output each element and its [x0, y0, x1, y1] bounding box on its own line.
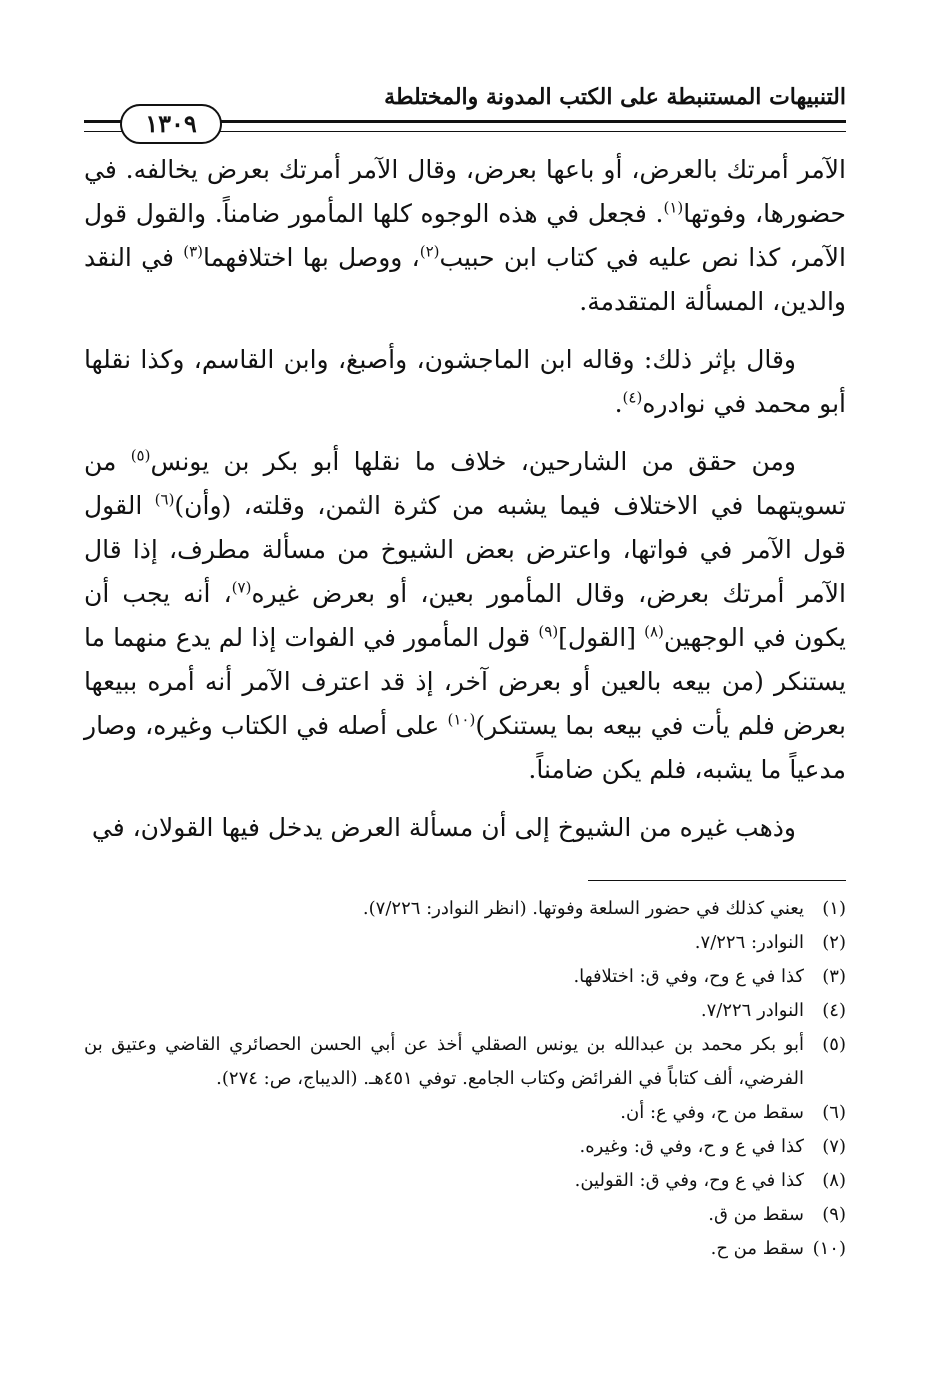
- footnote-text: كذا في ع وح، وفي ق: القولين.: [574, 1170, 804, 1191]
- footnote-item: [84, 1028, 846, 1096]
- footnote-text: سقط من ق.: [708, 1204, 804, 1225]
- footnote-number: (٩): [822, 1204, 846, 1225]
- footnote-item: [84, 1130, 846, 1164]
- text-segment: ، ووصل بها اختلافهما: [203, 243, 420, 272]
- text-segment: . فجعل في هذه الوجوه كلها المأمور ضامناً. والقول قول الآمر، كذا نص عليه في كتاب ابن حبيب: [84, 199, 846, 272]
- text-segment: الآمر أمرتك بالعرض، أو باعها بعرض، وقال الآمر أمرتك بعرض يخالفه. في حضورها، وفوتها: [84, 155, 846, 228]
- paragraph-3: [84, 440, 846, 792]
- paragraph-2: [84, 338, 846, 426]
- page-number: ١٣٠٩: [120, 104, 222, 144]
- footnote-number: (٥): [822, 1034, 846, 1055]
- paragraph-1: [84, 148, 846, 324]
- footnote-ref-7: (٧): [231, 578, 252, 597]
- footnote-ref-4: (٤): [622, 388, 643, 407]
- footnote-ref-9: (٩): [538, 622, 559, 641]
- footnote-number: (١٠): [812, 1238, 846, 1259]
- footnote-text: يعني كذلك في حضور السلعة وفوتها. (انظر النوادر: ٧/٢٢٦).: [362, 898, 804, 919]
- running-header: [84, 84, 846, 140]
- footnote-ref-1: (١): [663, 198, 684, 217]
- footnote-item: [84, 960, 846, 994]
- footnote-text: أبو بكر محمد بن عبدالله بن يونس الصقلي أخذ عن أبي الحسن الحصائري القاضي وعتيق بن الفرضي، ألف كتاباً في الفرائض وكتاب الجامع. توفي ٤٥١هـ. (الديباج، ص: ٢٧٤).: [84, 1034, 804, 1089]
- footnote-number: (٤): [822, 1000, 846, 1021]
- text-segment: في النقد والدين، المسألة المتقدمة.: [84, 243, 846, 316]
- footnote-number: (٧): [822, 1136, 846, 1157]
- footnote-number: (٦): [822, 1102, 846, 1123]
- footnote-separator: [588, 880, 846, 881]
- footnote-ref-6: (٦): [154, 490, 175, 509]
- footnote-ref-2: (٢): [419, 242, 440, 261]
- footnote-number: (٨): [822, 1170, 846, 1191]
- footnote-number: (٢): [822, 932, 846, 953]
- footnote-number: (١): [822, 898, 846, 919]
- header-title: التنبيهات المستنبطة على الكتب المدونة والمختلطة: [384, 84, 846, 110]
- footnote-number: (٣): [822, 966, 846, 987]
- text-segment: قول المأمور في الفوات إذا لم يدع منهما ما يستنكر (من بيعه بالعين أو بعرض آخر، إذ قد اعترف الآمر أنه أمره ببيعها بعرض فلم يأت في بيعه بما يستنكر): [84, 623, 846, 740]
- footnote-item: [84, 892, 846, 926]
- footnote-ref-8: (٨): [644, 622, 664, 641]
- text-segment: وقال بإثر ذلك: وقاله ابن الماجشون، وأصبغ، وابن القاسم، وكذا نقلها أبو محمد في نوادره: [84, 345, 846, 418]
- footnote-item: [84, 1164, 846, 1198]
- footnote-text: النوادر: ٧/٢٢٦.: [694, 932, 804, 953]
- text-segment: ومن حقق من الشارحين، خلاف ما نقلها أبو بكر بن يونس: [150, 447, 796, 476]
- footnote-text: النوادر ٧/٢٢٦.: [700, 1000, 804, 1021]
- main-text: [84, 148, 846, 864]
- footnote-ref-3: (٣): [183, 242, 203, 261]
- footnote-ref-10: (١٠): [447, 710, 476, 729]
- footnote-item: [84, 994, 846, 1028]
- footnote-item: [84, 1198, 846, 1232]
- footnote-text: كذا في ع و ح، وفي ق: وغيره.: [579, 1136, 804, 1157]
- footnote-text: سقط من ح.: [710, 1238, 804, 1259]
- footnote-text: سقط من ح، وفي ع: أن.: [620, 1102, 804, 1123]
- paragraph-4: وذهب غيره من الشيوخ إلى أن مسألة العرض يدخل فيها القولان، في: [91, 813, 796, 842]
- footnote-item: [84, 1232, 846, 1266]
- footnote-item: [84, 926, 846, 960]
- text-segment: ، أنه يجب أن يكون في الوجهين: [84, 579, 846, 652]
- text-segment: على أصله في الكتاب وغيره، وصار مدعياً ما يشبه، فلم يكن ضامناً.: [84, 711, 846, 784]
- text-segment: القول قول الآمر في فواتها، واعترض بعض الشيوخ من مسألة مطرف، إذا قال الآمر أمرتك بعرض، وقال المأمور بعين، أو بعرض غيره: [84, 491, 846, 608]
- text-segment: .: [614, 389, 623, 418]
- footnote-item: [84, 1096, 846, 1130]
- footnotes: [84, 892, 846, 1266]
- footnote-text: كذا في ع وح، وفي ق: اختلافها.: [573, 966, 804, 987]
- text-segment: [القول]: [558, 623, 645, 652]
- footnote-ref-5: (٥): [130, 446, 151, 465]
- text-segment: من تسويتهما في الاختلاف فيما يشبه من كثرة الثمن، وقلته، (وأن): [84, 447, 846, 520]
